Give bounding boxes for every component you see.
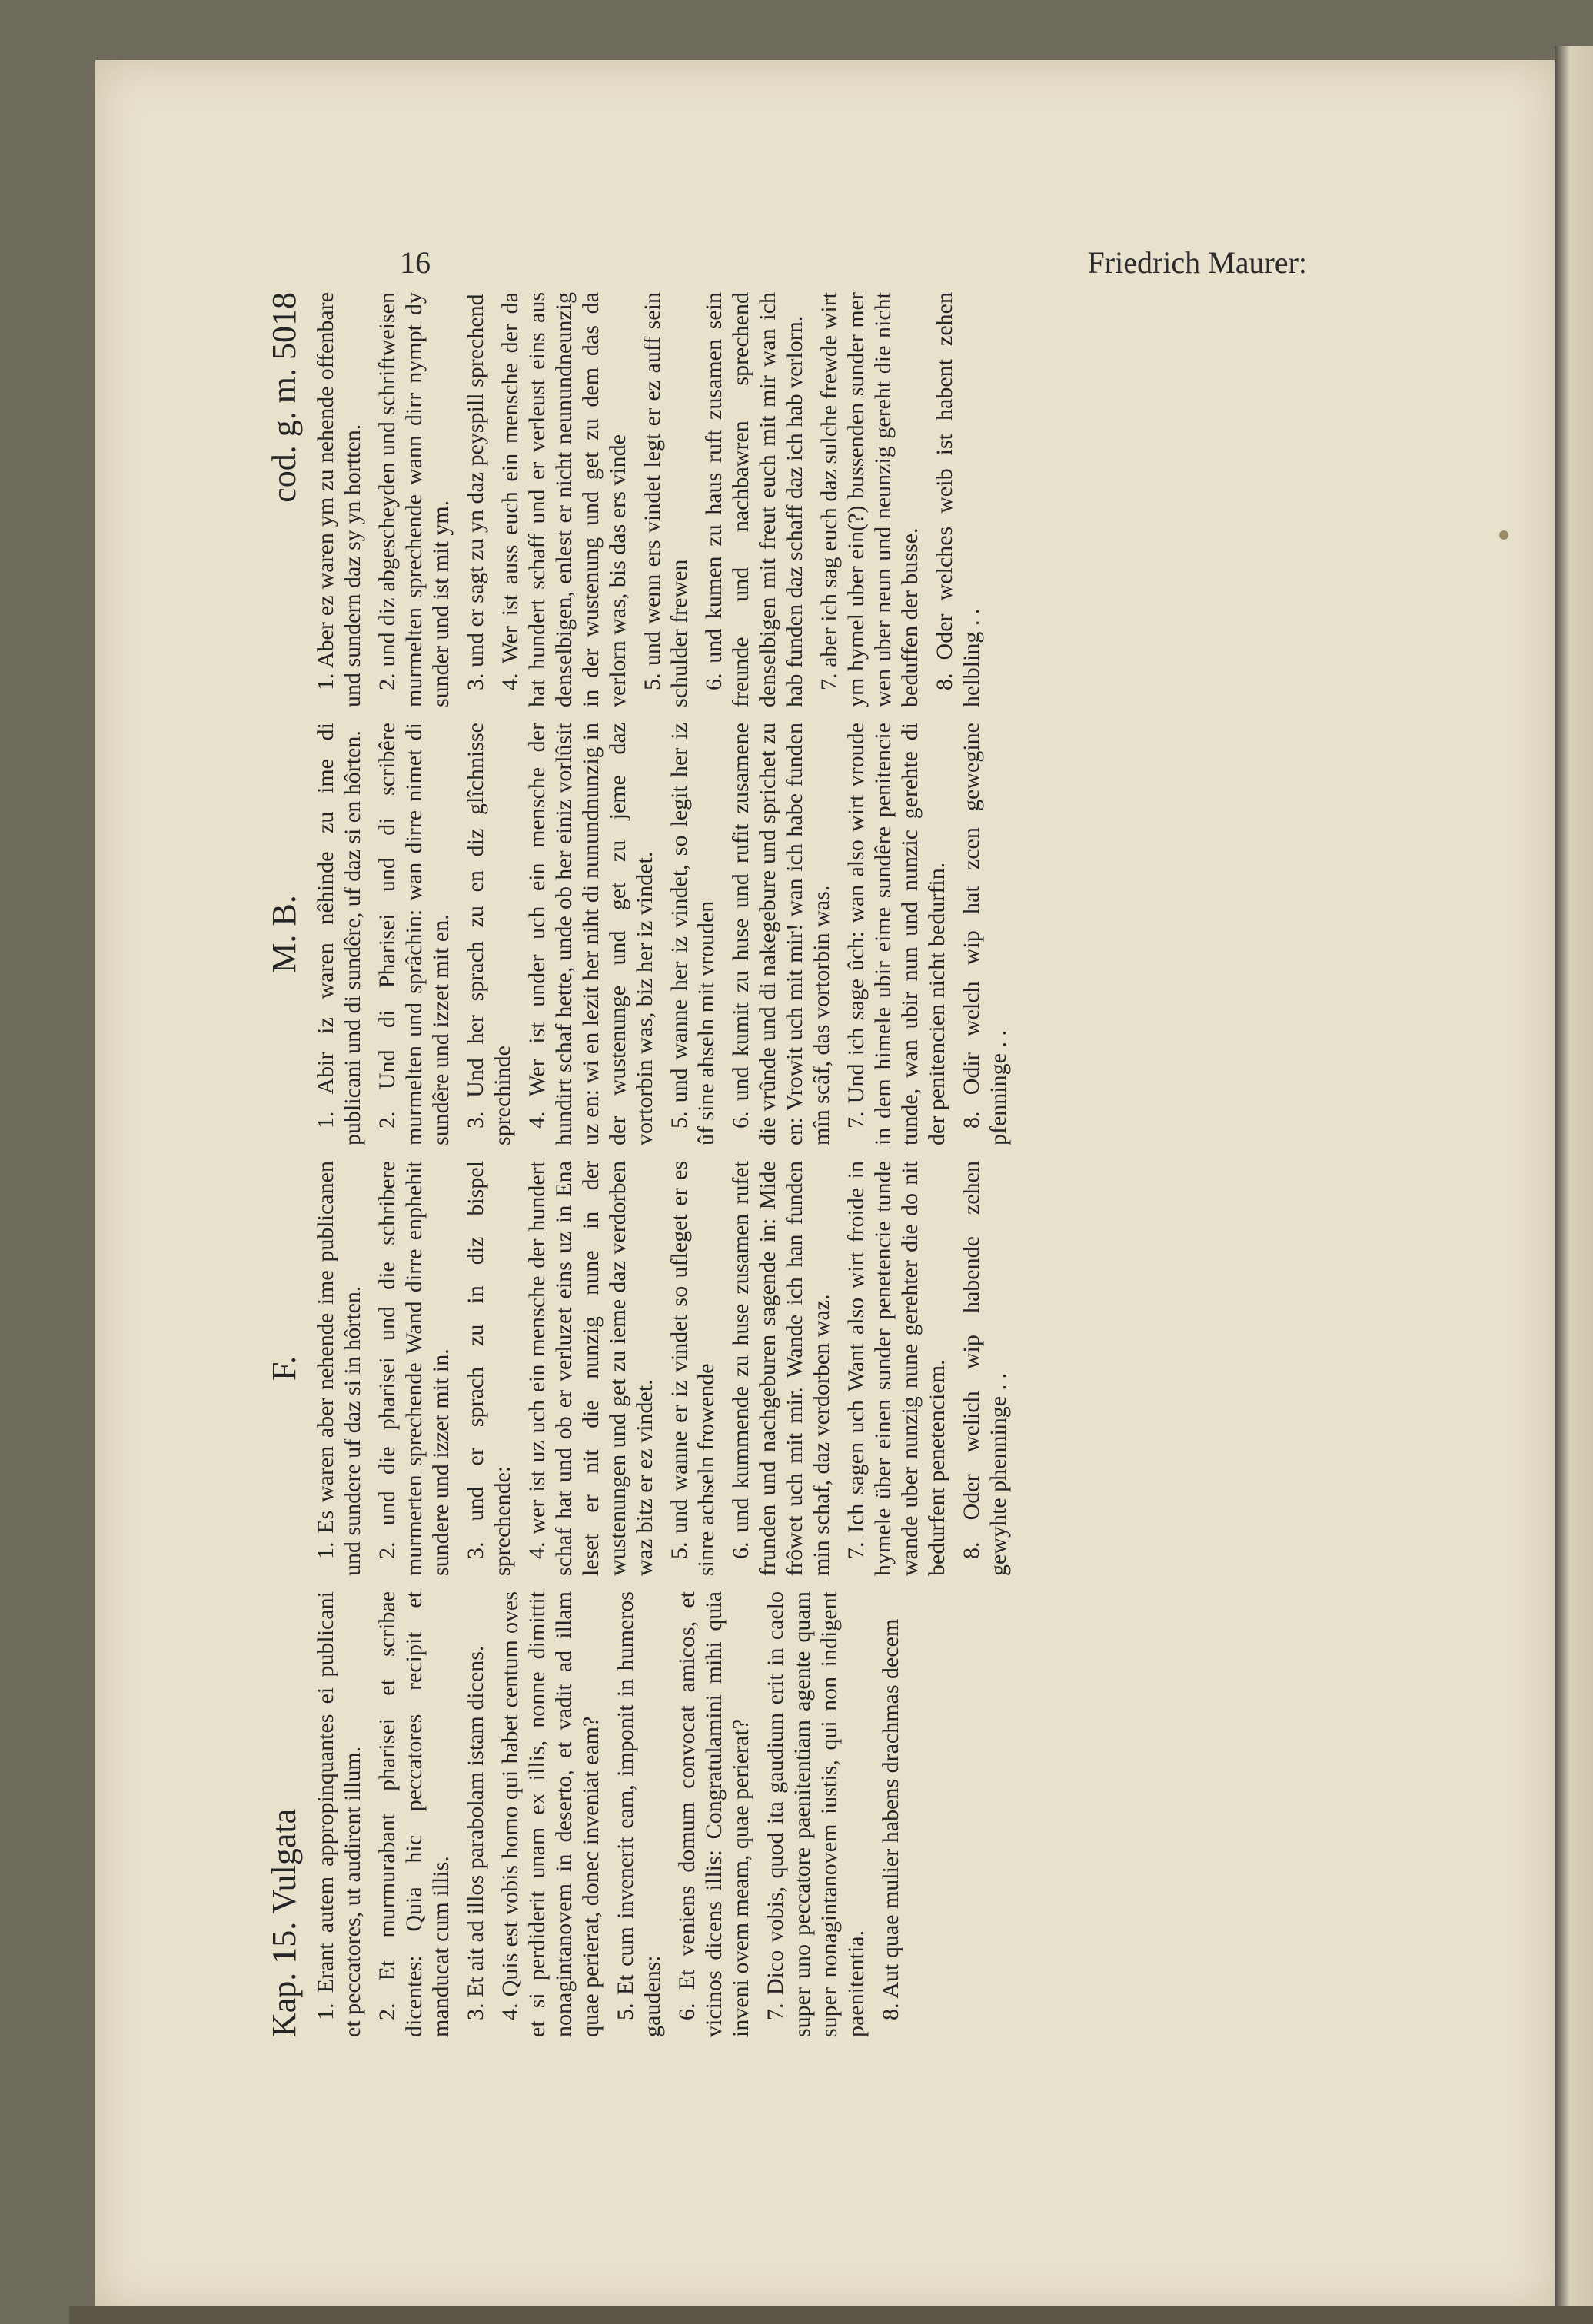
- column-title: cod. g. m. 5018: [265, 292, 303, 503]
- verse: 7. Und ich sage ûch: wan also wirt vroude in dem himele ubir eime sundêre penitencie tunde, wan ubir nun und nunzic gerehte di der penitencien nicht bedurfin.: [843, 723, 949, 1145]
- verse: 2. Et murmurabant pharisei et scribae dicentes: Quia hic peccatores recipit et manducat cum illis.: [374, 1591, 454, 2037]
- column-f: [261, 1161, 1161, 1576]
- verse: 3. und er sagt zu yn daz peyspill sprechend: [463, 294, 488, 690]
- verse: 5. Et cum invenerit eam, imponit in humeros gaudens:: [613, 1591, 665, 2037]
- verse: 7. Dico vobis, quod ita gaudium erit in caelo super uno peccatore paenitentiam agente quam super nonagintanovem iustis, qui non indigent paenitentia.: [763, 1591, 869, 2037]
- verse: 1. Aber ez waren ym zu nehende offenbare und sundern daz sy yn hortten.: [313, 292, 365, 707]
- verse: 8. Oder welich wip habende zehen gewyhte phenninge . .: [959, 1161, 1011, 1576]
- verse: 5. und wanne er iz vindet so ufleget er es sinre achseln frowende: [667, 1161, 719, 1576]
- verse: 6. und kummende zu huse zusamen rufet frunden und nachgeburen sagende in: Mide frôwet uch mit mir. Wande ich han funden min schaf, daz verdorben waz.: [728, 1161, 834, 1576]
- verse: 6. und kumen zu haus ruft zusamen sein freunde und nachbawren sprechend denselbigen mit freut euch mit mir wan ich hab funden daz schaff daz ich hab verlorn.: [701, 292, 807, 707]
- verse: 2. Und di Pharisei und di scribêre murmelten und sprâchin: wan dirre nimet di sundêre und izzet mit en.: [374, 723, 454, 1145]
- verse: 1. Es waren aber nehende ime publicanen und sundere uf daz si in hôrten.: [313, 1161, 365, 1576]
- verse: 7. aber ich sag euch daz sulche frewde wirt ym hymel uber ein(?) bussenden sunder mer wen uber neun und neunzig gereht die nicht beduffen der busse.: [816, 292, 923, 707]
- column-title: M. B.: [265, 895, 303, 973]
- verse: 4. wer ist uz uch ein mensche der hundert schaf hat und ob er verluzet eins uz in Ena leset er nit die nunzig nune in der wustenungen und get zu ieme daz verdorben waz bitz er ez vindet.: [524, 1161, 657, 1576]
- verse: 6. Et veniens domum convocat amicos, et vicinos dicens illis: Congratulamini mihi quia inveni ovem meam, quae perierat?: [674, 1591, 753, 2037]
- verse: 5. und wanne her iz vindet, so legit her iz ûf sine ahseln mit vrouden: [667, 723, 719, 1145]
- verse: 4. Wer ist auss euch ein mensche der da hat hundert schaff und er verleust eins aus denselbigen, enlest er nicht neunundneunzig in der wustenung und get zu dem das da verlorn was, bis das ers vinde: [497, 292, 630, 707]
- adjacent-page-edge: [1555, 46, 1593, 2324]
- verse: 1. Erant autem appropinquantes ei publicani et peccatores, ut audirent illum.: [313, 1591, 365, 2037]
- verse: 5. und wenn ers vindet legt er ez auff sein schulder frewen: [640, 292, 692, 707]
- verse: 4. Wer ist under uch ein mensche der hundirt schaf hette, unde ob her einiz vorlûsit uz en: wi en lezit her niht di nunundnunzig in der wustenunge und get zu jeme daz vortorbin was, biz her iz vindet.: [524, 723, 657, 1145]
- page-number: 16: [400, 245, 431, 280]
- verse: 6. und kumit zu huse und rufit zusamene die vrûnde und di nakegebure und sprichet zu en: Vrowit uch mit mir! wan ich habe funden mîn scâf, das vortorbin was.: [728, 723, 834, 1145]
- paper-stain: [1499, 530, 1508, 540]
- verse: 8. Oder welches weib ist habent zehen helbling . .: [932, 292, 984, 707]
- column-vulgata: [261, 1591, 1161, 2037]
- verse: 8. Aut quae mulier habens drachmas decem: [878, 1618, 903, 2020]
- rotated-text-block: [261, 292, 1161, 2037]
- verse: 2. und diz abgescheyden und schriftweisen murmelten sprechende wann dirr nympt dy sunder und ist mit ym.: [374, 292, 454, 707]
- column-title: Kap. 15. Vulgata: [265, 1808, 303, 2037]
- column-cod-gm-5018: [261, 292, 1161, 707]
- verse: 3. und er sprach zu in diz bispel sprechende:: [463, 1161, 515, 1576]
- verse: 3. Et ait ad illos parabolam istam dicens.: [463, 1645, 488, 2020]
- column-title: F.: [265, 1356, 303, 1381]
- scan-background: [69, 2306, 1593, 2324]
- verse: 3. Und her sprach zu en diz glîchnisse sprechinde: [463, 723, 515, 1145]
- verse: 4. Quis est vobis homo qui habet centum oves et si perdiderit unam ex illis, nonne dimittit nonagintanovem in deserto, et vadit ad illam quae perierat, donec inveniat eam?: [497, 1591, 604, 2037]
- verse: 7. Ich sagen uch Want also wirt froide in hymele über einen sunder penetencie tunde wande uber nunzig nune gerehter die do nit bedurfent penetenciem.: [843, 1161, 949, 1576]
- verse: 2. und die pharisei und die schribere murmerten sprechende Wand dirre enphehit sundere und izzet mit in.: [374, 1161, 454, 1576]
- verse: 1. Abir iz waren nêhinde zu ime di publicani und di sundêre, uf daz si en hôrten.: [313, 723, 365, 1145]
- verse: 8. Odir welch wip hat zcen gewegine pfenninge . .: [959, 723, 1011, 1145]
- running-head-author: Friedrich Maurer:: [1087, 245, 1307, 280]
- running-header: [400, 244, 1307, 283]
- column-mb: [261, 723, 1161, 1145]
